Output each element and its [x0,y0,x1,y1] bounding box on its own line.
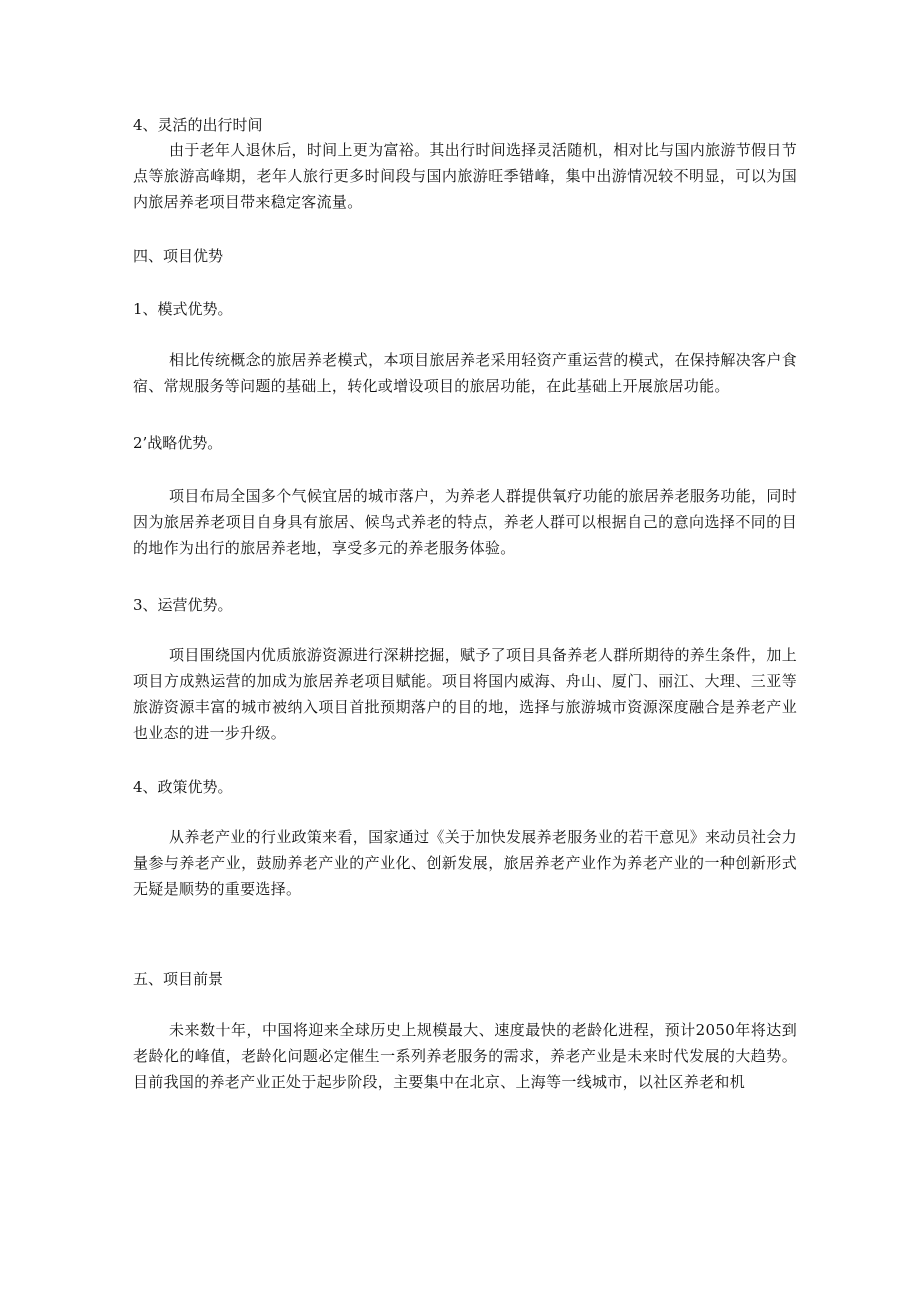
paragraph-policy-advantage: 从养老产业的行业政策来看，国家通过《关于加快发展养老服务业的若干意见》来动员社会力量参与养老产业，鼓励养老产业的产业化、创新发展，旅居养老产业作为养老产业的一种创新形式无疑是顺势的重要选择。 [133,828,797,898]
heading-flexible-travel-time: 4、灵活的出行时间 [133,116,263,134]
paragraph-operation-advantage: 项目围绕国内优质旅游资源进行深耕挖掘，赋予了项目具备养老人群所期待的养生条件，加上项目方成熟运营的加成为旅居养老项目赋能。项目将国内威海、舟山、厦门、丽江、大理、三亚等旅游资源丰富的城市被纳入项目首批预期落户的目的地，选择与旅游城市资源深度融合是养老产业也业态的进一步升级。 [133,646,797,742]
paragraph-strategy-advantage: 项目布局全国多个气候宜居的城市落户，为养老人群提供氧疗功能的旅居养老服务功能，同时因为旅居养老项目自身具有旅居、候鸟式养老的特点，养老人群可以根据自己的意向选择不同的目的地作为出行的旅居养老地，享受多元的养老服务体验。 [133,487,797,557]
paragraph-flexible-travel-time: 由于老年人退休后，时间上更为富裕。其出行时间选择灵活随机，相对比与国内旅游节假日节点等旅游高峰期，老年人旅行更多时间段与国内旅游旺季错峰，集中出游情况较不明显，可以为国内旅居养老项目带来稳定客流量。 [133,141,797,211]
heading-strategy-advantage: 2’战略优势。 [133,434,223,452]
heading-model-advantage: 1、模式优势。 [133,300,233,318]
heading-project-prospects: 五、项目前景 [133,970,224,988]
paragraph-project-prospects: 未来数十年，中国将迎来全球历史上规模最大、速度最快的老龄化进程，预计2050年将达到老龄化的峰值，老龄化问题必定催生一系列养老服务的需求，养老产业是未来时代发展的大趋势。目前我国的养老产业正处于起步阶段，主要集中在北京、上海等一线城市，以社区养老和机 [133,1021,797,1091]
heading-project-advantages: 四、项目优势 [133,247,224,265]
heading-policy-advantage: 4、政策优势。 [133,778,233,796]
paragraph-model-advantage: 相比传统概念的旅居养老模式，本项目旅居养老采用轻资产重运营的模式，在保持解决客户食宿、常规服务等问题的基础上，转化或增设项目的旅居功能，在此基础上开展旅居功能。 [133,351,797,395]
heading-operation-advantage: 3、运营优势。 [133,596,233,614]
